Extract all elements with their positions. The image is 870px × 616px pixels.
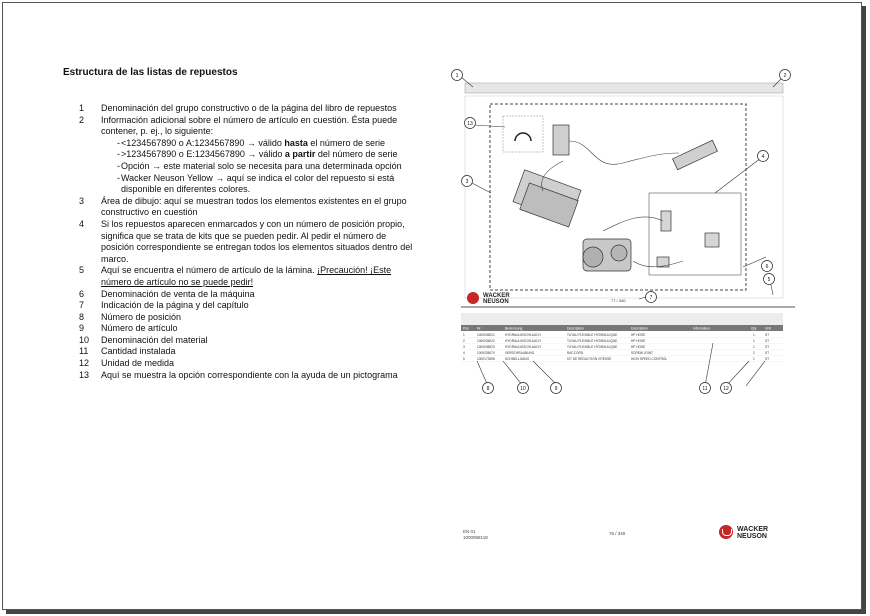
table-cell: VERSCHRAUBUNG xyxy=(505,351,535,355)
table-cell: 2 xyxy=(753,351,755,355)
footer-part-number: 1000058118 xyxy=(463,535,488,540)
sub-item: - <1234567890 o A:1234567890 → válido hasta el número de serie xyxy=(117,137,385,148)
table-cell: HYDRAULIKSCHLAUCH xyxy=(505,345,541,349)
callout-label: 12 xyxy=(723,385,729,392)
list-item: 4 Si los repuestos aparecen enmarcados y con un número de posición propio, significa que se trata de kits que se pueden pedir. Al pedir el número de posición correspondiente se entregan todos los elementos situados dentro del marco. xyxy=(79,218,413,264)
table-cell: TUYAU FLEXIBLE HYDRAULIQUE xyxy=(567,333,618,337)
svg-text:Nr: Nr xyxy=(477,326,481,331)
table-cell: 5 xyxy=(463,357,465,361)
svg-text:WACKER: WACKER xyxy=(483,293,510,299)
list-item: 13 Aquí se muestra la opción correspondiente con la ayuda de un pictograma xyxy=(79,369,398,380)
table-cell: HP HOSE xyxy=(631,339,646,343)
callout-label: 5 xyxy=(767,276,771,283)
table-cell: HYDRAULIKSCHLAUCH xyxy=(505,333,541,337)
table-cell: SCHNELLGANG xyxy=(505,357,530,361)
svg-text:Benennung: Benennung xyxy=(505,326,523,331)
svg-text:77 / 340: 77 / 340 xyxy=(611,298,626,303)
svg-text:Unit: Unit xyxy=(765,326,772,331)
list-item: 9 Número de artículo xyxy=(79,323,178,334)
wacker-logo-icon xyxy=(719,525,733,539)
sub-item: - Wacker Neuson Yellow → aquí se indica el color del repuesto si está disponible en diferentes colores. xyxy=(117,172,395,195)
footer-code: EN 01 xyxy=(463,529,476,534)
callout-label: 13 xyxy=(467,120,473,127)
callout-label: 6 xyxy=(765,263,769,270)
table-cell: 1000173398 xyxy=(477,357,495,361)
svg-text:Pos: Pos xyxy=(463,326,469,331)
legend-list xyxy=(79,103,419,381)
table-cell: ST xyxy=(765,333,770,337)
svg-text:Information: Information xyxy=(693,326,710,331)
page-title: Estructura de las listas de repuestos xyxy=(63,67,238,78)
list-item: 8 Número de posición xyxy=(79,311,182,322)
table-cell: ST xyxy=(765,351,770,355)
table-cell: 2 xyxy=(463,339,465,343)
list-item: 10 Denominación del material xyxy=(79,334,208,345)
parts-list-figure xyxy=(443,61,803,403)
footer-page-indicator: 76 / 340 xyxy=(609,531,626,536)
svg-text:Qty: Qty xyxy=(751,326,757,331)
callout-label: 2 xyxy=(783,72,787,79)
table-cell: HP HOSE xyxy=(631,345,646,349)
table-cell: 4 xyxy=(463,351,465,355)
svg-text:Description: Description xyxy=(567,326,584,331)
callout-label: 7 xyxy=(649,294,653,301)
callout-label: 4 xyxy=(761,153,765,160)
table-cell: RACCORD xyxy=(567,351,584,355)
table-cell: 1000035070 xyxy=(477,351,495,355)
page xyxy=(2,2,862,610)
table-cell: 1 xyxy=(753,345,755,349)
table-cell: ST xyxy=(765,357,770,361)
table-cell: 1 xyxy=(463,333,465,337)
callout-label: 8 xyxy=(486,385,490,392)
brand-name: WACKER xyxy=(737,526,769,533)
callout-label: 1 xyxy=(455,72,459,79)
hydraulic-assembly-drawing xyxy=(513,125,719,271)
callout-label: 3 xyxy=(465,178,469,185)
table-cell: 3 xyxy=(463,345,465,349)
list-item: 5 Aquí se encuentra el número de artículo de la lámina. ¡Precaución! ¡Este número de artículo no se puede pedir! xyxy=(79,265,392,287)
logo-mark-icon xyxy=(467,292,479,304)
svg-text:NEUSON: NEUSON xyxy=(483,299,509,305)
table-cell: HYDRAULIKSCHLAUCH xyxy=(505,339,541,343)
table-cell: 1000035022 xyxy=(477,339,495,343)
table-cell: 1000035023 xyxy=(477,345,495,349)
list-item: 1 Denominación del grupo constructivo o de la página del libro de repuestos xyxy=(79,103,397,113)
table-cell: SCREW JOINT xyxy=(631,351,653,355)
table-cell: 1000035021 xyxy=(477,333,495,337)
table-cell: HIGH SPEED CONTROL xyxy=(631,357,668,361)
list-item: 7 Indicación de la página y del capítulo xyxy=(79,300,249,311)
list-item: 12 Unidad de medida xyxy=(79,358,175,369)
option-pictogram-icon xyxy=(515,133,531,141)
table-cell: 1 xyxy=(753,339,755,343)
list-item: 6 Denominación de venta de la máquina xyxy=(79,288,255,299)
sub-item: - Opción → este material solo se necesita para una determinada opción xyxy=(117,160,402,171)
brand-name-2: NEUSON xyxy=(737,533,767,540)
table-cell: KIT DE RÉDUCTION VITESSE xyxy=(567,357,612,361)
callout-label: 11 xyxy=(702,385,708,392)
list-item: 3 Área de dibujo: aquí se muestran todos los elementos existentes en el grupo constructivo en cuestión xyxy=(79,195,407,218)
list-item: 11 Cantidad instalada xyxy=(79,346,176,357)
list-item: 2 Información adicional sobre el número de artículo en cuestión. Ésta puede contener, p. ej., lo siguiente: xyxy=(79,114,398,137)
sub-item: - >1234567890 o E:1234567890 → válido a partir del número de serie xyxy=(117,149,398,160)
table-cell: TUYAU FLEXIBLE HYDRAULIQUE xyxy=(567,339,618,343)
callout-label: 10 xyxy=(520,385,526,392)
table-cell: ST xyxy=(765,345,770,349)
table-cell: ST xyxy=(765,339,770,343)
table-cell: HP HOSE xyxy=(631,333,646,337)
table-cell: 1 xyxy=(753,357,755,361)
table-cell: 1 xyxy=(753,333,755,337)
svg-text:Description: Description xyxy=(631,326,648,331)
callout-label: 9 xyxy=(554,385,558,392)
table-cell: TUYAU FLEXIBLE HYDRAULIQUE xyxy=(567,345,618,349)
